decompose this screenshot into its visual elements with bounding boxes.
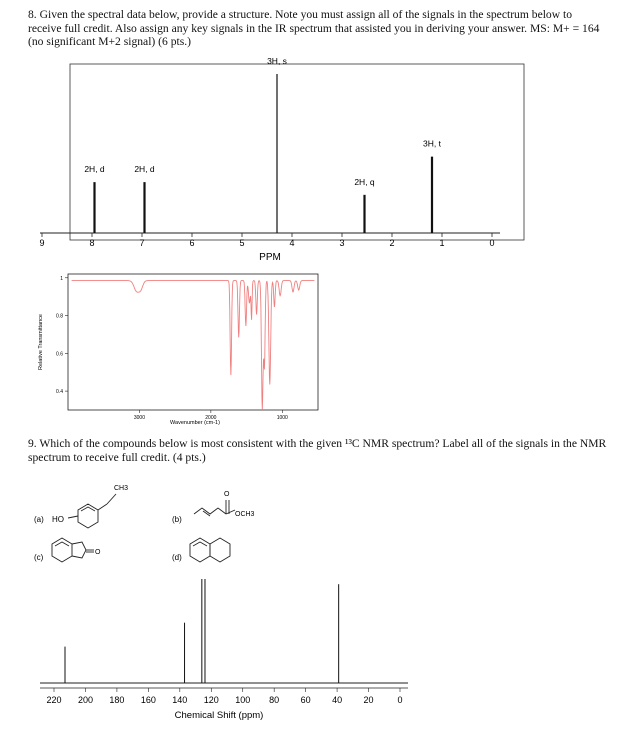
cnmr-xlabel: Chemical Shift (ppm) xyxy=(174,710,264,721)
hnmr-tick-label: 3 xyxy=(339,238,345,248)
ir-xtick-label: 1000 xyxy=(276,415,288,421)
cnmr-tick-label: 80 xyxy=(269,695,280,705)
ir-spectrum xyxy=(30,266,330,434)
hnmr-tick-label: 2 xyxy=(389,238,395,248)
structure-a-label: (a) xyxy=(34,515,44,524)
carbon-nmr-spectrum xyxy=(30,575,420,723)
structure-c-label: (c) xyxy=(34,553,44,562)
ir-trace xyxy=(72,281,315,410)
hnmr-peak-label: 2H, d xyxy=(84,164,105,175)
hnmr-peaks xyxy=(84,56,441,233)
question-9-text: 9. Which of the compounds below is most consistent with the given ¹³C NMR spectrum? Label all of the signals in the NMR spectrum to receive full credit. (4 pts.) xyxy=(28,437,607,464)
structure-c xyxy=(34,538,101,562)
cnmr-tick-label: 200 xyxy=(77,695,93,705)
cnmr-tick-label: 20 xyxy=(363,695,374,705)
hnmr-tick-label: 5 xyxy=(239,238,245,248)
structure-a-ho: HO xyxy=(52,515,64,524)
ir-ytick-label: 0.8 xyxy=(56,313,63,320)
question-8-text: 8. Given the spectral data below, provide a structure. Note you must assign all of the signals in the spectrum below to receive full credit. Also assign any key signals in the IR spectrum that assisted you in deriving your answer. MS: M+ = 164 (no significant M+2 signal) (6 pts.) xyxy=(28,8,600,49)
ir-ytick-label: 0.4 xyxy=(56,389,63,396)
cnmr-ticks xyxy=(46,688,402,705)
hnmr-frame xyxy=(70,64,524,240)
hnmr-tick-label: 8 xyxy=(89,238,95,248)
proton-nmr-spectrum xyxy=(30,56,530,264)
cnmr-tick-label: 60 xyxy=(300,695,311,705)
hnmr-tick-label: 6 xyxy=(189,238,195,248)
structure-a-ch3: CH3 xyxy=(114,485,129,492)
hnmr-peak-label: 3H, s xyxy=(267,56,287,66)
cnmr-tick-label: 140 xyxy=(172,695,188,705)
structure-b-o: O xyxy=(224,491,230,498)
hnmr-peak-label: 3H, t xyxy=(423,138,441,149)
hnmr-tick-label: 9 xyxy=(39,238,45,248)
hnmr-peak-label: 2H, q xyxy=(354,176,375,187)
hnmr-tick-label: 0 xyxy=(489,238,495,248)
structure-b-label: (b) xyxy=(172,515,182,524)
hnmr-xlabel: PPM xyxy=(259,252,281,263)
hnmr-tick-label: 4 xyxy=(289,238,295,248)
hnmr-tick-label: 7 xyxy=(139,238,145,248)
cnmr-tick-label: 160 xyxy=(140,695,156,705)
structure-c-o: O xyxy=(95,549,101,556)
structure-b xyxy=(172,491,255,524)
cnmr-tick-label: 100 xyxy=(235,695,251,705)
ir-ytick-label: 1 xyxy=(60,275,63,282)
ir-ylabel: Relative Transmittance xyxy=(38,314,44,370)
ir-xlabel: Wavenumber (cm-1) xyxy=(170,420,220,426)
cnmr-tick-label: 120 xyxy=(203,695,219,705)
structures-panel xyxy=(30,480,330,572)
hnmr-peak-label: 2H, d xyxy=(134,164,155,175)
cnmr-tick-label: 0 xyxy=(397,695,403,705)
cnmr-tick-label: 220 xyxy=(46,695,62,705)
ir-ytick-label: 0.6 xyxy=(56,351,63,358)
structure-d xyxy=(172,538,230,562)
cnmr-peaks xyxy=(65,579,339,683)
hnmr-ticks xyxy=(39,233,494,248)
cnmr-tick-label: 40 xyxy=(332,695,343,705)
structure-a xyxy=(34,485,128,528)
ir-yticks xyxy=(56,276,68,395)
benzene-ring-icon xyxy=(78,504,98,528)
structure-d-label: (d) xyxy=(172,553,182,562)
cnmr-tick-label: 180 xyxy=(109,695,125,705)
hnmr-tick-label: 1 xyxy=(439,238,445,248)
ir-xtick-label: 2000 xyxy=(205,415,217,421)
structure-b-och3: OCH3 xyxy=(235,511,255,518)
ir-xtick-label: 3000 xyxy=(133,415,145,421)
